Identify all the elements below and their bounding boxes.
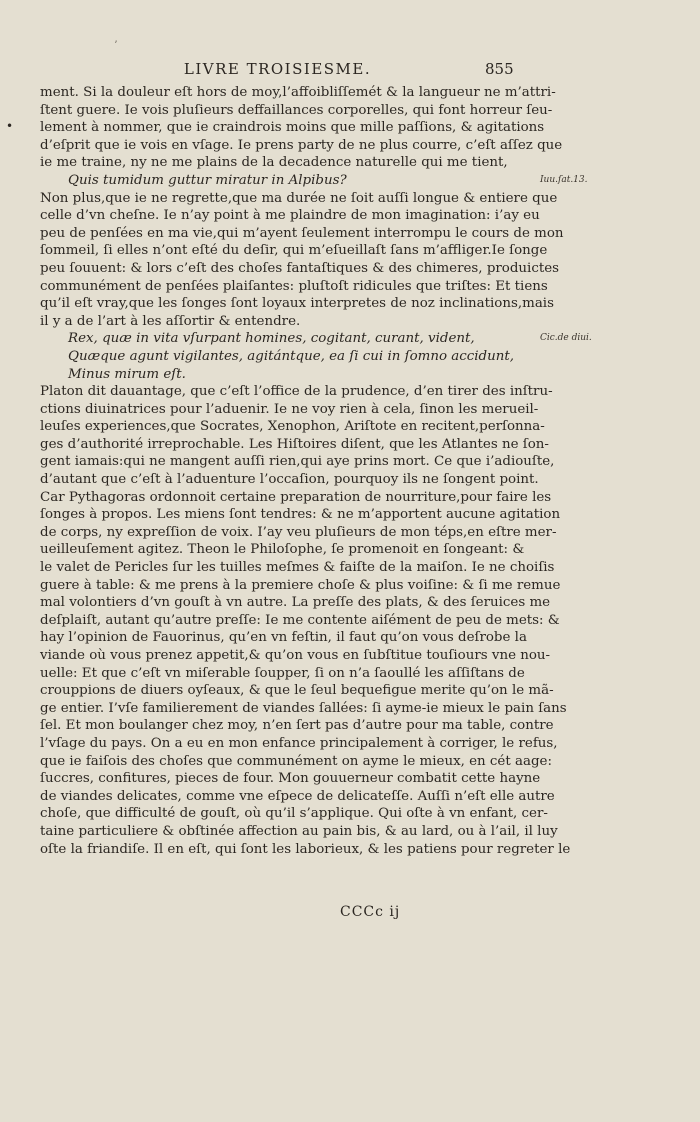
- text-line: oſte la friandiſe. Il en eſt, qui ſont les laborieux, & les patiens pour regreter le: [40, 841, 571, 857]
- text-line: de viandes delicates, comme vne eſpece de delicateſſe. Auſſi n’eſt elle autre: [40, 788, 555, 804]
- text-line: uelle: Et que c’eſt vn miſerable ſoupper, ſi on n’a ſaoullé les aſſiſtans de: [40, 665, 525, 681]
- margin-note: Cic.de diui.: [540, 333, 592, 344]
- text-line: peu de penſées en ma vie,qui m’ayent ſeulement interrompu le cours de mon: [40, 225, 564, 241]
- text-line: guere à table: & me prens à la premiere choſe & plus voiſine: & ſi me remue: [40, 577, 561, 593]
- text-line: choſe, que difficulté de gouſt, où qu’il s’applique. Qui oſte à vn enfant, cer-: [40, 806, 548, 822]
- text-line: qu’il eſt vray,que les ſonges ſont loyaux interpretes de noz inclinations,mais: [40, 296, 554, 312]
- text-line: deſplaiſt, autant qu’autre preſſe: Ie me contente aiſément de peu de mets: &: [40, 612, 560, 628]
- text-line: le valet de Pericles ſur les tuilles meſmes & faiſte de la maiſon. Ie ne choiſis: [40, 560, 555, 576]
- text-line: lement à nommer, que ie craindrois moins que mille paſſions, & agitations: [40, 120, 545, 136]
- margin-note: Iuu.ſat.13.: [540, 175, 588, 185]
- margin-dot: •: [6, 119, 14, 133]
- verse-line: Quis tumidum guttur miratur in Alpibus?: [68, 172, 347, 188]
- ink-mark: ʼ: [114, 40, 118, 51]
- text-line: l’vſage du pays. On a eu en mon enfance principalement à corriger, le refus,: [40, 735, 558, 751]
- text-line: mal volontiers d’vn gouſt à vn autre. La preſſe des plats, & des ſeruices me: [40, 595, 551, 611]
- text-line: ment. Si la douleur eſt hors de moy,l’affoibliſſemét & la langueur ne m’attri-: [40, 85, 556, 100]
- text-line: crouppions de diuers oyſeaux, & que le ſeul bequefigue merite qu’on le mã-: [40, 683, 554, 699]
- text-line: d’eſprit que ie vois en vſage. Ie prens party de ne plus courre, c’eſt aſſez que: [40, 137, 563, 153]
- text-line: que ie faiſois des choſes que communément on ayme le mieux, en cét aage:: [40, 753, 552, 769]
- text-line: gent iamais:qui ne mangent auſſi rien,qui aye prins mort. Ce que i’adiouſte,: [40, 454, 555, 470]
- text-line: de corps, ny expreſſion de voix. I’ay veu pluſieurs de mon téps,en eſtre mer-: [40, 524, 557, 540]
- text-line: celle d’vn cheſne. Ie n’ay point à me plaindre de mon imagination: i’ay eu: [40, 208, 540, 224]
- text-line: il y a de l’art à les aſſortir & entendre.: [40, 313, 301, 329]
- text-line: taine particuliere & obſtinée affection au pain bis, & au lard, ou à l’ail, il luy: [40, 823, 558, 839]
- text-line: ge entier. I’vſe familierement de viandes ſallées: ſi ayme-ie mieux le pain ſans: [40, 700, 567, 716]
- text-line: Platon dit dauantage, que c’eſt l’office de la prudence, d’en tirer des inſtru-: [40, 384, 553, 400]
- verse-line: Minus mirum eſt.: [68, 366, 186, 382]
- text-line: communément de penſées plaiſantes: pluſtoſt ridicules que triſtes: Et tiens: [40, 278, 548, 294]
- verse-line: Quæque agunt vigilantes, agitántque, ea ſi cui in ſomno accidunt,: [68, 348, 514, 364]
- text-line: Car Pythagoras ordonnoit certaine preparation de nourriture,pour faire les: [40, 489, 552, 505]
- text-line: ſtent guere. Ie vois pluſieurs deffaillances corporelles, qui font horreur ſeu-: [40, 102, 553, 118]
- text-line: ſel. Et mon boulanger chez moy, n’en ſert pas d’autre pour ma table, contre: [40, 718, 554, 734]
- text-line: ſuccres, confitures, pieces de four. Mon gouuerneur combatit cette hayne: [40, 771, 541, 787]
- text-line: ges d’authorité irreprochable. Les Hiſtoires diſent, que les Atlantes ne ſon-: [40, 436, 549, 452]
- running-head: LIVRE TROISIESME.: [183, 60, 372, 78]
- text-line: ſommeil, ſi elles n’ont eſté du deſir, qui m’eſueillaſt ſans m’affliger.Ie ſonge: [40, 243, 548, 259]
- text-line: ie me traine, ny ne me plains de la decadence naturelle qui me tient,: [40, 155, 508, 171]
- text-line: viande où vous prenez appetit,& qu’on vous en ſubſtitue touſiours vne nou-: [40, 648, 551, 663]
- text-line: d’autant que c’eſt à l’aduenture l’occaſion, pourquoy ils ne ſongent point.: [40, 472, 539, 488]
- page-number: 855: [485, 60, 514, 78]
- text-line: peu ſouuent: & lors c’eſt des choſes fantaſtiques & des chimeres, produictes: [40, 260, 560, 276]
- text-line: ueilleuſement agitez. Theon le Philoſophe, ſe promenoit en ſongeant: &: [40, 542, 525, 558]
- text-line: leuſes experiences,que Socrates, Xenophon, Ariſtote en recitent,perſonna-: [40, 419, 545, 435]
- signature-mark: CCCc ij: [340, 904, 401, 920]
- text-line: Non plus,que ie ne regrette,que ma durée ne ſoit auſſi longue & entiere que: [40, 190, 558, 206]
- page-header: [40, 60, 515, 82]
- text-line: hay l’opinion de Fauorinus, qu’en vn feſtin, il faut qu’on vous deſrobe la: [40, 630, 527, 646]
- verse-line: Rex, quæ in vita vſurpant homines, cogitant, curant, vident,: [68, 331, 475, 347]
- text-line: ſonges à propos. Les miens ſont tendres: & ne m’apportent aucune agitation: [40, 507, 561, 523]
- text-line: ctions diuinatrices pour l’aduenir. Ie ne voy rien à cela, ſinon les merueil-: [40, 401, 539, 417]
